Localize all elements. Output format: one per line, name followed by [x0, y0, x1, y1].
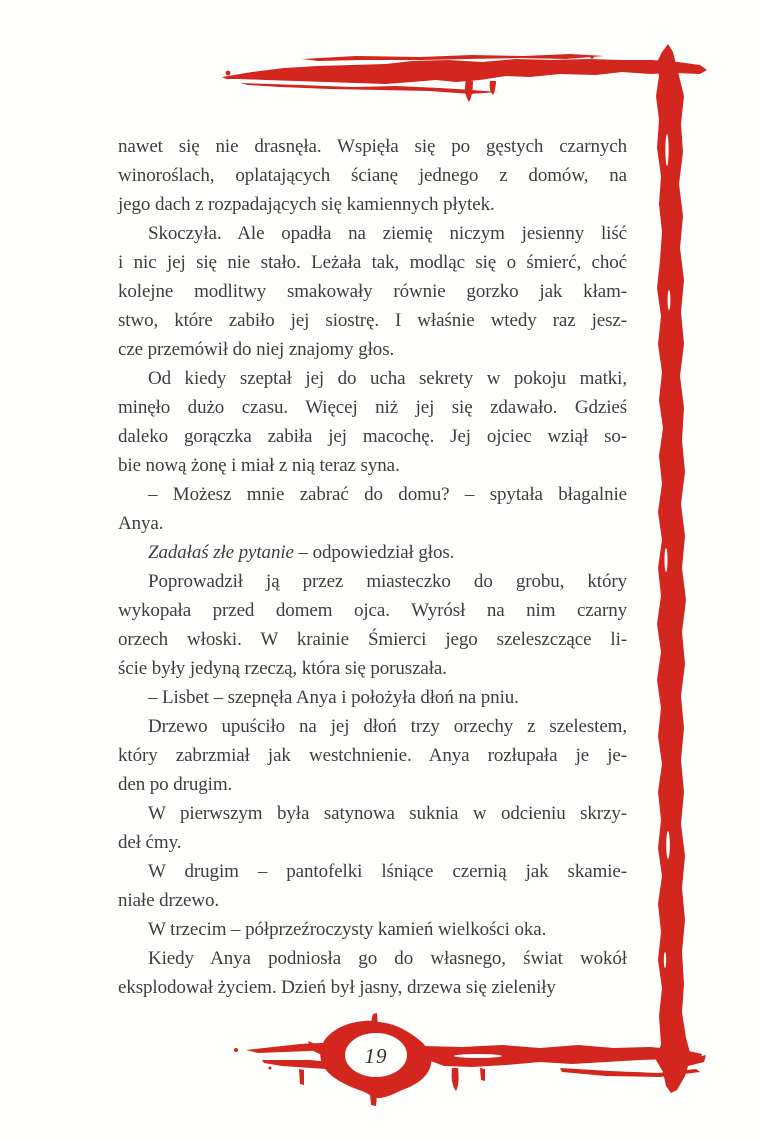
text-line: Zadałaś złe pytanie – odpowiedział głos. — [148, 542, 455, 563]
text-line: W pierwszym była satynowa suknia w odcieniu skrzy- — [148, 803, 627, 824]
text-line: jego dach z rozpadających się kamiennych płytek. — [118, 194, 495, 215]
text-line: – Możesz mnie zabrać do domu? – spytała błagalnie — [148, 484, 627, 505]
text-line: orzech włoski. W krainie Śmierci jego szeleszczące li- — [118, 629, 627, 650]
body-text — [118, 132, 627, 1002]
bottom-brush-stroke — [234, 1013, 702, 1106]
text-line: eksplodował życiem. Dzień był jasny, drzewa się zieleniły — [118, 977, 556, 998]
text-line: Poprowadził ją przez miasteczko do grobu, który — [148, 571, 627, 592]
text-line: wykopała przed domem ojca. Wyrósł na nim czarny — [118, 600, 627, 621]
text-line: winoroślach, oplatających ścianę jednego z domów, na — [118, 165, 627, 186]
text-line: deł ćmy. — [118, 832, 182, 853]
text-line: który zabrzmiał jak westchnienie. Anya rozłupała je je- — [118, 745, 627, 766]
right-brush-stroke — [656, 44, 706, 1093]
text-line: Skoczyła. Ale opadła na ziemię niczym jesienny liść — [148, 223, 627, 244]
text-line: ście były jedyną rzeczą, która się poruszała. — [118, 658, 447, 679]
text-line: stwo, które zabiło jej siostrę. I właśnie wtedy raz jesz- — [118, 310, 627, 331]
text-line: niałe drzewo. — [118, 890, 220, 911]
text-line: Drzewo upuściło na jej dłoń trzy orzechy z szelestem, — [148, 716, 627, 737]
text-line: Anya. — [118, 513, 164, 534]
text-line: bie nową żonę i miał z nią teraz syna. — [118, 455, 400, 476]
text-line: Od kiedy szeptał jej do ucha sekrety w pokoju matki, — [148, 368, 627, 389]
text-line: daleko gorączka zabiła jej macochę. Jej ojciec wziął so- — [118, 426, 627, 447]
text-line: nawet się nie drasnęła. Wspięła się po gęstych czarnych — [118, 136, 627, 157]
top-brush-stroke — [222, 54, 707, 102]
text-line: Kiedy Anya podniosła go do własnego, świat wokół — [148, 948, 627, 969]
text-line: den po drugim. — [118, 774, 233, 795]
text-line: – Lisbet – szepnęła Anya i położyła dłoń na pniu. — [148, 687, 519, 708]
text-line: minęło dużo czasu. Więcej niż jej się zdawało. Gdzieś — [118, 397, 627, 418]
text-line: W trzecim – półprzeźroczysty kamień wielkości oka. — [148, 919, 547, 940]
text-line: kolejne modlitwy smakowały równie gorzko jak kłam- — [118, 281, 627, 302]
text-line: cze przemówił do niej znajomy głos. — [118, 339, 395, 360]
text-line: i nic jej się nie stało. Leżała tak, modląc się o śmierć, choć — [118, 252, 627, 273]
text-line: W drugim – pantofelki lśniące czernią jak skamie- — [148, 861, 627, 882]
page-number: 19 — [364, 1044, 388, 1068]
